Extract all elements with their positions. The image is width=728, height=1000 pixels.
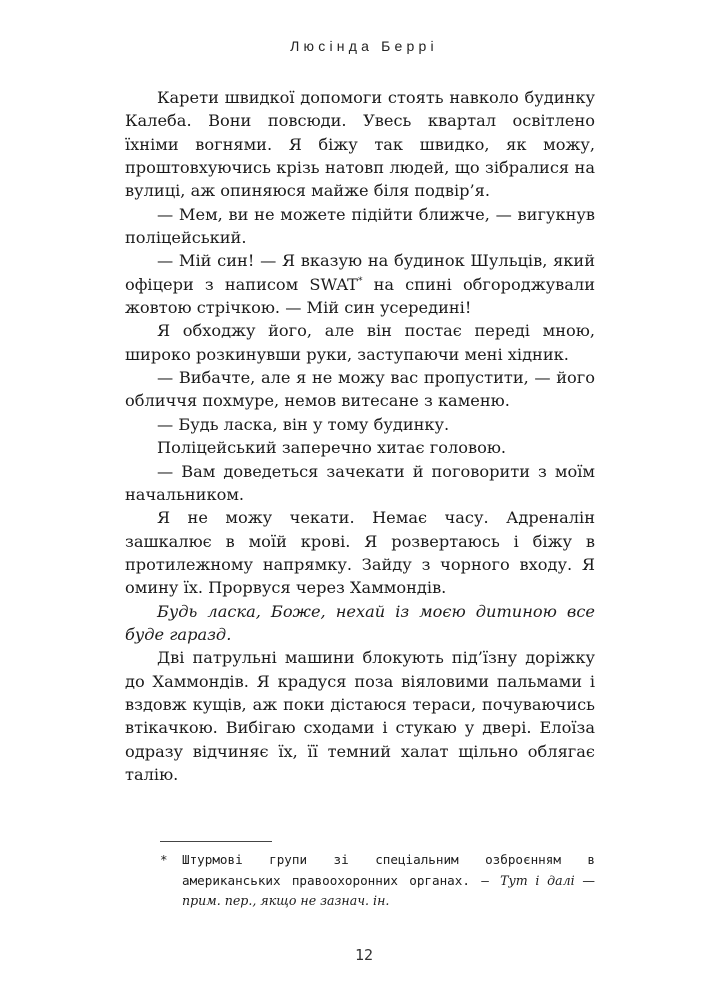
paragraph-10-italic xyxy=(125,600,595,647)
footnote-reference-mark: * xyxy=(357,276,363,287)
footnote-marker: * xyxy=(160,852,168,867)
paragraph-3-after: на спині обгороджували жовтою стрічкою. — Мій син усередині! xyxy=(125,274,595,318)
paragraph-5: — Вибачте, але я не можу вас пропустити, — його обличчя похмуре, немов витесане з каменю. xyxy=(125,368,595,411)
running-head-author: Люсінда Беррі xyxy=(290,38,438,54)
footnote-text: Штурмові групи зі спеціальним озброєнням в американських правоохоронних органах. — xyxy=(182,852,595,888)
paragraph-6: — Будь ласка, він у тому будинку. xyxy=(157,414,450,434)
italic-prayer-text: Будь ласка, Боже, нехай із моєю дитиною все буде гаразд. xyxy=(125,601,595,644)
paragraph-3 xyxy=(125,249,595,319)
page-number: 12 xyxy=(354,946,374,964)
paragraph-3-before: — Мій син! — Я вказую на будинок Шульців, який офіцери з написом SWAT xyxy=(125,251,595,294)
paragraph-7: Поліцейський заперечно хитає головою. xyxy=(157,438,507,458)
footnote-note-italic: Тут і далі — прим. пер., якщо не зазнач. ін. xyxy=(182,872,595,908)
paragraph-9: Я не можу чекати. Немає часу. Адреналін зашкалює в моїй крові. Я розвертаюсь і біжу в протилежному напрямку. Зайду з чорного входу. Я омину їх. Прорвуся через Хаммондів. xyxy=(125,508,595,598)
footnote xyxy=(160,850,595,912)
paragraph-1: Карети швидкої допомоги стоять навколо будинку Калеба. Вони повсюди. Увесь квартал освітлено їхніми вогнями. Я біжу так швидко, як можу, проштовхуючись крізь натовп людей, що зібралися на вулиці, аж опиняюся майже біля подвір’я. xyxy=(125,88,595,201)
paragraph-8: — Вам доведеться зачекати й поговорити з моїм начальником. xyxy=(125,461,595,504)
paragraph-4: Я обходжу його, але він постає переді мною, широко розкинувши руки, заступаючи мені хідник. xyxy=(125,321,595,364)
paragraph-2: — Мем, ви не можете підійти ближче, — вигукнув поліцейський. xyxy=(125,204,595,248)
footnote-body xyxy=(182,850,595,912)
footnote-divider xyxy=(160,841,272,842)
paragraph-11: Дві патрульні машини блокують під’їзну доріжку до Хаммондів. Я крадуся поза віяловими пальмами і вздовж кущів, аж поки дістаюся тераси, почуваючись втікачкою. Вибігаю сходами і стукаю у двері. Елоїза одразу відчиняє їх, її темний халат щільно облягає талію. xyxy=(125,648,595,784)
body-text xyxy=(125,86,595,786)
